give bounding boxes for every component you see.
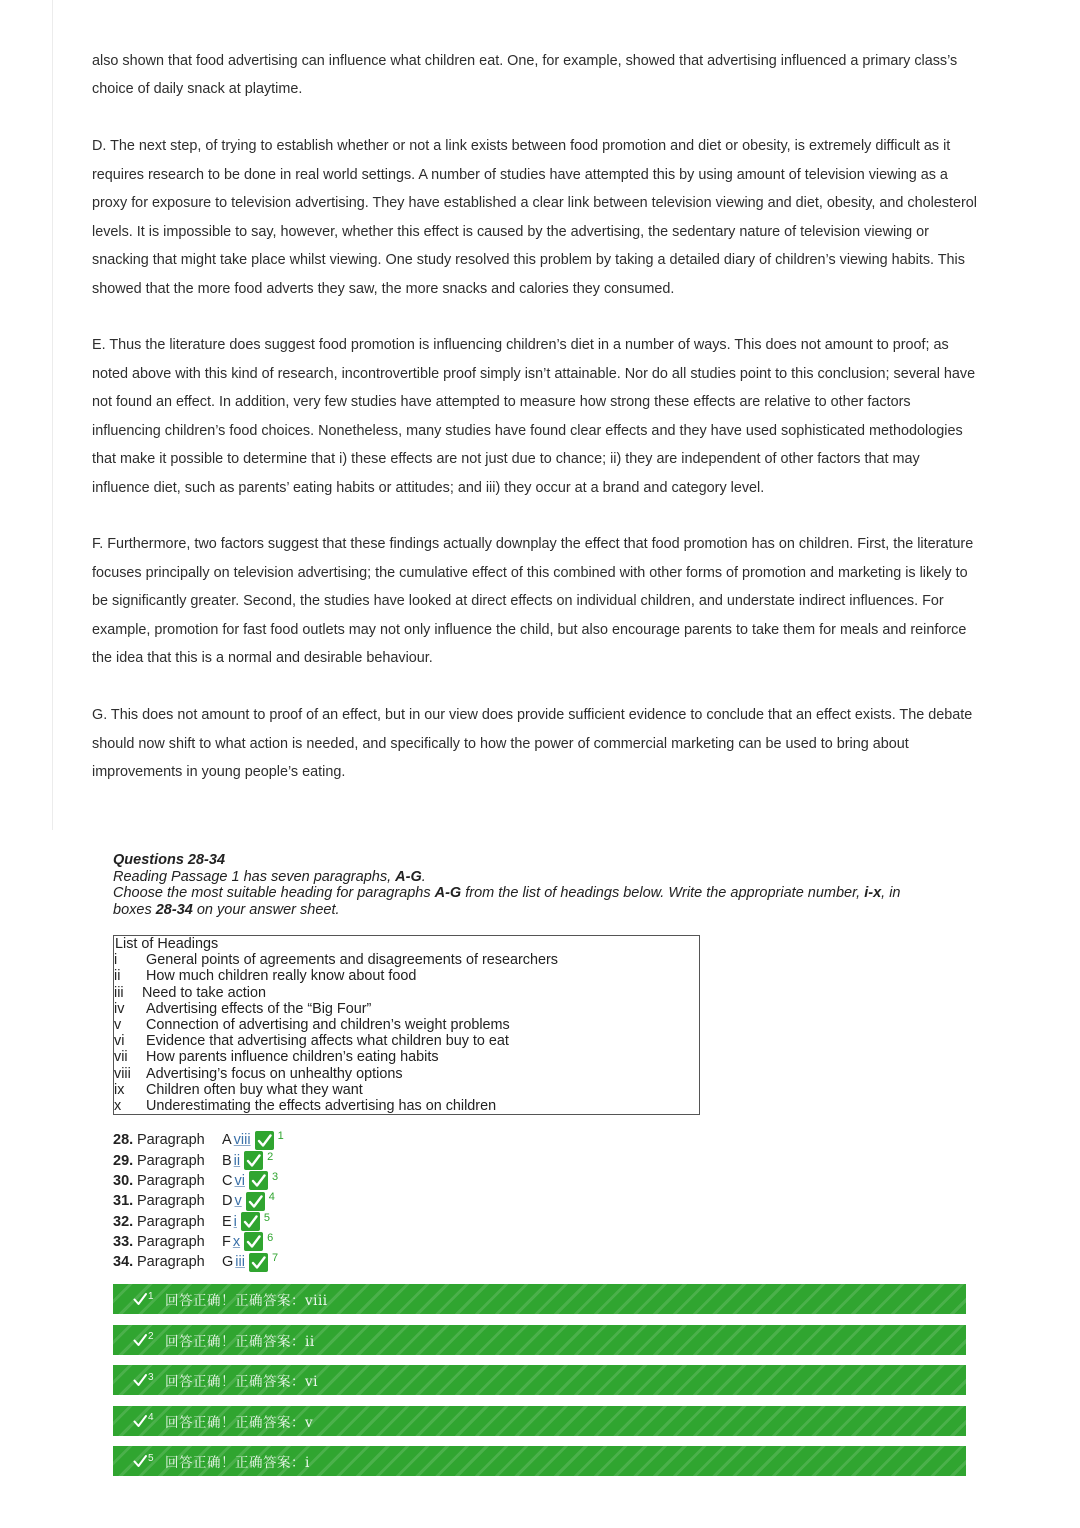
paragraph-letter: F <box>222 1233 231 1250</box>
paragraph-c-continued <box>92 47 1052 104</box>
check-icon <box>133 1333 147 1347</box>
instruction-emphasis: A-G <box>395 868 422 885</box>
paragraph-label: Paragraph <box>137 1172 205 1189</box>
instruction-emphasis: 28-34 <box>155 901 193 918</box>
heading-text: How parents influence children’s eating habits <box>146 1049 439 1066</box>
reading-passage <box>92 47 1052 815</box>
instruction-emphasis: A-G <box>434 885 462 901</box>
heading-item <box>114 1066 699 1082</box>
paragraph-label: Paragraph <box>137 1233 205 1250</box>
heading-text: Advertising effects of the “Big Four” <box>146 1000 372 1017</box>
paragraph-letter: C <box>222 1172 233 1189</box>
heading-numeral: ii <box>114 968 121 985</box>
instruction-text: . <box>421 868 426 885</box>
feedback-bar-correct <box>113 1406 966 1436</box>
passage-line: influence diet, such as parents’ eating habits or attitudes; and iii) they occur at a brand and category level. <box>92 479 765 496</box>
page-left-rule <box>52 0 53 830</box>
check-icon <box>249 1253 268 1272</box>
instruction-line <box>113 902 1013 919</box>
passage-line: G. This does not amount to proof of an effect, but in our view does provide sufficient evidence to conclude that an effect exists. The debate <box>92 707 973 724</box>
instruction-text: boxes <box>113 901 156 918</box>
instruction-line <box>113 869 1013 886</box>
passage-line: levels. It is impossible to say, however, whether this effect is caused by the advertising, the sedentary nature of television viewing or <box>92 223 929 240</box>
question-number: 32. <box>113 1213 134 1230</box>
answer-select[interactable]: vi <box>234 1172 245 1189</box>
answer-select[interactable]: viii <box>233 1132 251 1149</box>
check-icon <box>133 1454 147 1468</box>
heading-numeral: vii <box>114 1049 128 1066</box>
heading-numeral: ix <box>114 1081 125 1098</box>
answer-select[interactable]: v <box>234 1193 242 1210</box>
result-index: 4 <box>268 1191 275 1204</box>
result-index: 6 <box>267 1231 274 1244</box>
heading-numeral: iv <box>114 1000 125 1017</box>
feedback-index: 2 <box>148 1331 154 1342</box>
passage-line: requires research to be done in real world settings. A number of studies have attempted this by using amount of television viewing as a <box>92 166 948 183</box>
heading-item <box>114 985 699 1001</box>
heading-text: Underestimating the effects advertising has on children <box>146 1098 497 1115</box>
feedback-list <box>113 1284 966 1487</box>
feedback-bar-correct <box>113 1446 966 1476</box>
passage-line: that make it possible to determine that i) these effects are not just due to chance; ii) they are independent of other factors that may <box>92 451 920 468</box>
paragraph-label: Paragraph <box>137 1254 205 1271</box>
heading-numeral: i <box>114 952 118 969</box>
paragraph-letter: D <box>222 1193 233 1210</box>
answers-list <box>113 1130 284 1272</box>
instruction-text: from the list of headings below. Write the appropriate number, <box>461 885 865 901</box>
instruction-text: on your answer sheet. <box>192 901 340 918</box>
heading-text: General points of agreements and disagreements of researchers <box>146 952 558 969</box>
check-icon <box>244 1232 263 1251</box>
questions-title: Questions 28-34 <box>113 852 226 868</box>
passage-line: choice of daily snack at playtime. <box>92 81 303 98</box>
feedback-index: 4 <box>148 1412 154 1423</box>
heading-text: How much children really know about food <box>146 968 417 985</box>
paragraph-f <box>92 530 1052 672</box>
instruction-emphasis: i-x <box>864 885 882 901</box>
paragraph-label: Paragraph <box>137 1152 205 1169</box>
heading-text: Evidence that advertising affects what children buy to eat <box>146 1033 509 1050</box>
paragraph-label: Paragraph <box>137 1213 205 1230</box>
question-number: 28. <box>113 1132 134 1149</box>
check-icon <box>133 1292 147 1306</box>
feedback-index: 1 <box>148 1290 154 1302</box>
answer-row <box>113 1252 284 1272</box>
question-number: 30. <box>113 1172 134 1189</box>
feedback-index: 5 <box>148 1452 154 1464</box>
heading-item <box>114 1098 699 1114</box>
heading-text: Connection of advertising and children’s weight problems <box>146 1017 510 1034</box>
instruction-text: Reading Passage 1 has seven paragraphs, <box>113 868 396 885</box>
paragraph-letter: E <box>222 1213 232 1230</box>
feedback-bar-correct <box>113 1325 966 1355</box>
feedback-message: 回答正确！正确答案：vi <box>165 1374 318 1390</box>
answer-select[interactable]: x <box>232 1233 241 1250</box>
heading-text: Need to take action <box>142 984 266 1001</box>
questions-instructions <box>113 852 1013 918</box>
answer-select[interactable]: ii <box>233 1152 241 1169</box>
heading-numeral: vi <box>114 1033 125 1050</box>
question-number: 34. <box>113 1254 134 1271</box>
result-index: 1 <box>277 1130 284 1143</box>
passage-line: the idea that this is a normal and desirable behaviour. <box>92 650 433 667</box>
passage-line: noted above with this kind of research, incontrovertible proof simply isn’t attainable. Nor do all studies point to this conclusion; several have <box>92 365 976 382</box>
question-number: 29. <box>113 1152 134 1169</box>
passage-line: be significantly greater. Second, the studies have looked at direct effects on individual children, and understate indirect influences. For <box>92 593 944 610</box>
answer-row <box>113 1191 284 1211</box>
heading-item <box>114 968 699 984</box>
heading-numeral: v <box>114 1017 122 1034</box>
heading-numeral: x <box>114 1098 122 1115</box>
question-number: 33. <box>113 1233 134 1250</box>
heading-numeral: viii <box>114 1065 131 1082</box>
heading-item <box>114 1001 699 1017</box>
paragraph-g <box>92 701 1052 786</box>
heading-item <box>114 1033 699 1049</box>
feedback-message: 回答正确！正确答案：i <box>165 1455 310 1471</box>
passage-line: improvements in young people’s eating. <box>92 763 346 780</box>
paragraph-label: Paragraph <box>137 1132 205 1149</box>
passage-line: proxy for exposure to television advertising. They have established a clear link between television viewing and diet, obesity, and cholesterol <box>92 195 977 212</box>
headings-list-title: List of Headings <box>115 936 219 952</box>
result-index: 3 <box>271 1170 279 1183</box>
paragraph-letter: A <box>222 1132 232 1149</box>
paragraph-label: Paragraph <box>137 1193 205 1210</box>
heading-item <box>114 1049 699 1065</box>
answer-select[interactable]: iii <box>235 1254 245 1271</box>
heading-text: Advertising’s focus on unhealthy options <box>146 1065 403 1082</box>
check-icon <box>241 1212 260 1231</box>
check-icon <box>249 1171 268 1190</box>
question-number: 31. <box>113 1193 134 1210</box>
check-icon <box>133 1414 147 1428</box>
passage-line: focuses principally on television advertising; the cumulative effect of this combined with other forms of promotion and marketing is likely to <box>92 564 968 581</box>
feedback-message: 回答正确！正确答案：viii <box>165 1293 328 1309</box>
check-icon <box>133 1373 147 1387</box>
check-icon <box>244 1151 263 1170</box>
instruction-text: Choose the most suitable heading for paragraphs <box>113 885 435 901</box>
answer-row <box>113 1232 284 1252</box>
passage-line: example, promotion for fast food outlets may not only influence the child, but also encourage parents to take them for meals and reinforce <box>92 621 967 638</box>
check-icon <box>255 1131 274 1150</box>
check-icon <box>246 1192 265 1211</box>
passage-line: should now shift to what action is needed, and specifically to how the power of commercial marketing can be used to bring about <box>92 735 909 752</box>
heading-item <box>114 1082 699 1098</box>
answer-row <box>113 1171 284 1191</box>
instruction-text: , in <box>881 885 901 901</box>
paragraph-letter: B <box>222 1152 232 1169</box>
passage-line: D. The next step, of trying to establish whether or not a link exists between food promotion and diet or obesity, is extremely difficult as it <box>92 138 951 155</box>
answer-row <box>113 1150 284 1170</box>
instruction-line <box>113 885 1013 902</box>
paragraph-letter: G <box>222 1254 234 1271</box>
heading-item <box>114 1017 699 1033</box>
feedback-message: 回答正确！正确答案：v <box>165 1414 314 1431</box>
headings-list-box <box>113 935 700 1115</box>
passage-line: also shown that food advertising can influence what children eat. One, for example, showed that advertising influenced a primary class’s <box>92 53 958 69</box>
feedback-index: 3 <box>148 1371 154 1383</box>
passage-line: not found an effect. In addition, very few studies have attempted to measure how strong these effects are relative to other factors <box>92 394 911 411</box>
heading-item <box>114 952 699 968</box>
answer-select[interactable]: i <box>233 1213 237 1230</box>
heading-numeral: iii <box>114 984 124 1001</box>
answer-row <box>113 1130 284 1150</box>
feedback-bar-correct <box>113 1365 966 1395</box>
passage-line: showed that the more food adverts they saw, the more snacks and calories they consumed. <box>92 280 675 297</box>
feedback-bar-correct <box>113 1284 966 1314</box>
result-index: 7 <box>271 1252 279 1265</box>
result-index: 2 <box>267 1150 274 1163</box>
paragraph-e <box>92 331 1052 502</box>
heading-text: Children often buy what they want <box>146 1081 363 1098</box>
result-index: 5 <box>263 1211 271 1224</box>
passage-line: snacking that might take place whilst viewing. One study resolved this problem by taking a detailed diary of children’s viewing habits. This <box>92 252 965 269</box>
passage-line: influencing children’s food choices. Nonetheless, many studies have found clear effects and they have used sophisticated methodologies <box>92 422 963 439</box>
answer-row <box>113 1211 284 1231</box>
passage-line: F. Furthermore, two factors suggest that these findings actually downplay the effect that food promotion has on children. First, the literature <box>92 536 974 553</box>
feedback-message: 回答正确！正确答案：ii <box>165 1333 315 1350</box>
paragraph-d <box>92 132 1052 303</box>
passage-line: E. Thus the literature does suggest food promotion is influencing children’s diet in a number of ways. This does not amount to proof; as <box>92 337 949 354</box>
